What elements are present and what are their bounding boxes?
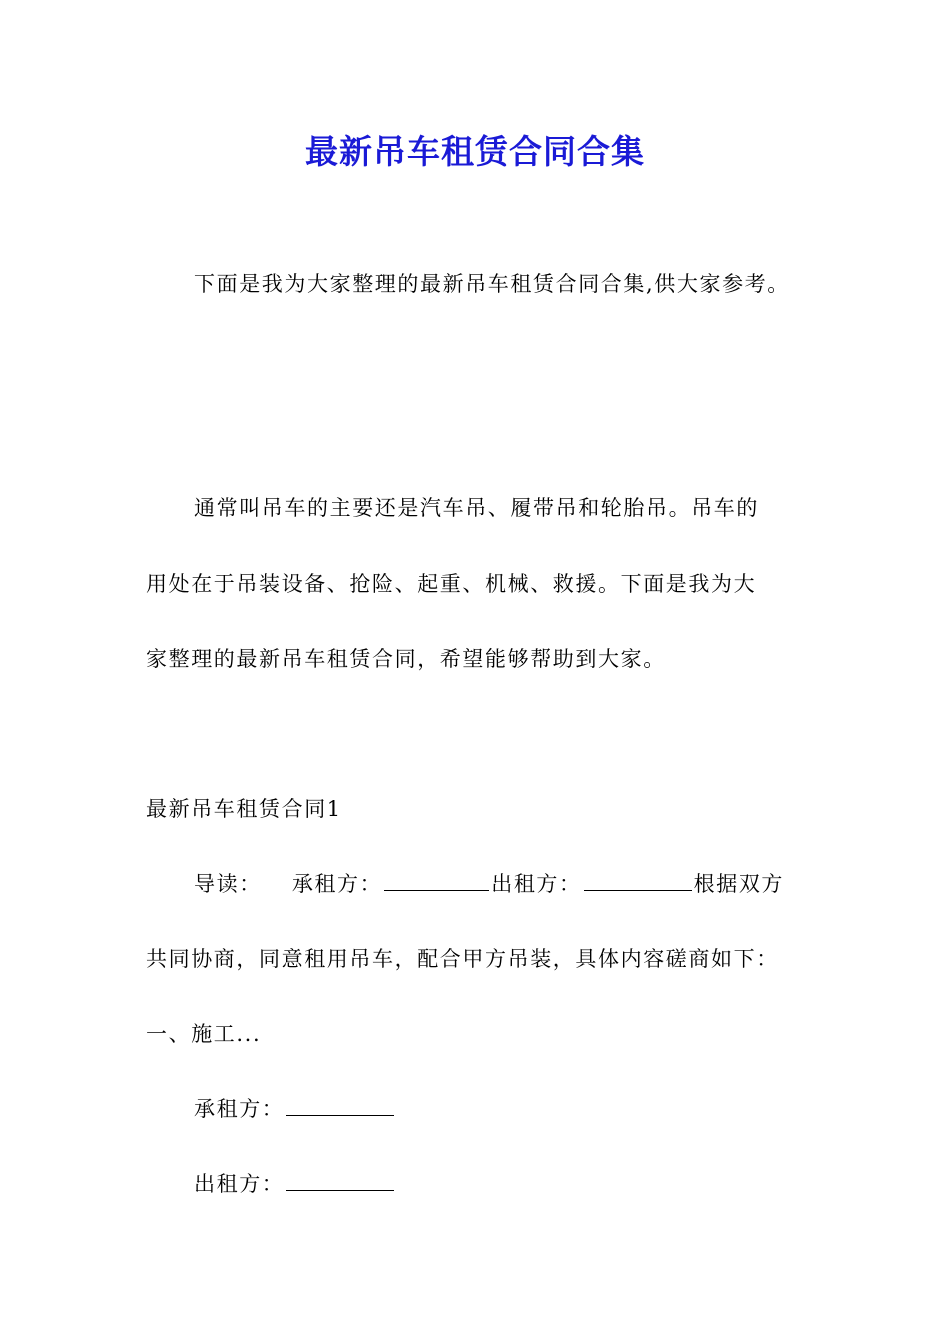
summary-lessee-label: 承租方： [291,872,383,896]
summary-tail: 根据双方 [693,872,785,896]
lessee-field-label: 承租方： [194,1097,285,1121]
summary-line3: 一、施工... [146,1022,262,1046]
document-title: 最新吊车租赁合同合集 [305,132,645,171]
lessor-field-label: 出租方： [194,1172,285,1196]
lessee-field [194,1093,396,1125]
paragraph1-line2: 用处在于吊装设备、抢险、起重、机械、救援。下面是我为大 [146,572,757,596]
lessee-field-blank [286,1114,394,1116]
paragraph1-line3: 家整理的最新吊车租赁合同，希望能够帮助到大家。 [146,647,666,671]
intro-paragraph: 下面是我为大家整理的最新吊车租赁合同合集,供大家参考。 [194,272,790,296]
lessor-blank-line [584,889,692,891]
lessor-field-blank [286,1189,394,1191]
summary-line2: 共同协商，同意租用吊车，配合甲方吊装，具体内容磋商如下： [146,947,779,971]
summary-label: 导读： [194,872,262,896]
summary-lessor-label: 出租方： [491,872,582,896]
summary-line1 [194,868,784,900]
lessor-field [194,1168,396,1200]
paragraph1-line1: 通常叫吊车的主要还是汽车吊、履带吊和轮胎吊。吊车的 [194,496,759,520]
section-heading: 最新吊车租赁合同1 [146,797,342,821]
lessee-blank-line [384,889,489,891]
